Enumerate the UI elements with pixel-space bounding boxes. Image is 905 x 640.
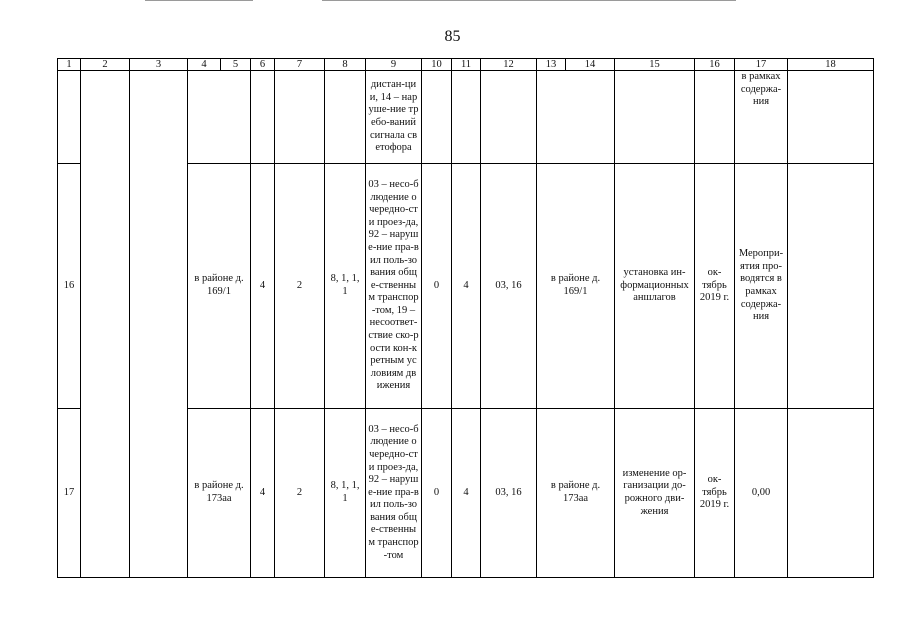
- cell-row-number: [58, 71, 81, 164]
- header-cell: 7: [275, 59, 325, 71]
- header-row: [58, 59, 874, 71]
- header-cell: 15: [615, 59, 695, 71]
- header-cell: 8: [325, 59, 366, 71]
- cell-col7: 2: [275, 409, 325, 578]
- header-cell: 16: [695, 59, 735, 71]
- cell-note: 0,00: [735, 409, 788, 578]
- cell-location: в районе д. 173аа: [188, 409, 251, 578]
- cell-date: [695, 71, 735, 164]
- cell-location: в районе д. 169/1: [188, 164, 251, 409]
- header-cell: 14: [566, 59, 615, 71]
- header-cell: 17: [735, 59, 788, 71]
- cell-col6: 4: [251, 409, 275, 578]
- header-cell: 13: [537, 59, 566, 71]
- cell-col6: 4: [251, 164, 275, 409]
- header-cell: 6: [251, 59, 275, 71]
- cell-col18: [788, 409, 874, 578]
- cell-col7: [275, 71, 325, 164]
- cell-col12: [481, 71, 537, 164]
- cell-row-number: 16: [58, 164, 81, 409]
- cell-col18: [788, 71, 874, 164]
- cell-col7: 2: [275, 164, 325, 409]
- cell-col10: 0: [422, 409, 452, 578]
- cell-col12: 03, 16: [481, 409, 537, 578]
- header-cell: 5: [221, 59, 251, 71]
- header-cell: 3: [130, 59, 188, 71]
- cell-col10: 0: [422, 164, 452, 409]
- header-cell: 2: [81, 59, 130, 71]
- top-border-right: [322, 0, 736, 1]
- cell-col6: [251, 71, 275, 164]
- header-cell: 12: [481, 59, 537, 71]
- cell-col10: [422, 71, 452, 164]
- header-cell: 10: [422, 59, 452, 71]
- cell-measure: [615, 71, 695, 164]
- table-row: [58, 71, 874, 164]
- cell-col11: 4: [452, 164, 481, 409]
- cell-location-2: [537, 71, 615, 164]
- cell-location-2: в районе д. 169/1: [537, 164, 615, 409]
- cell-col12: 03, 16: [481, 164, 537, 409]
- cell-measure: установка ин-формационных аншлагов: [615, 164, 695, 409]
- cell-note: Меропри-ятия про-водятся в рамках содержа-ния: [735, 164, 788, 409]
- cell-col11: [452, 71, 481, 164]
- cell-measure: изменение ор-ганизации до-рожного дви-жения: [615, 409, 695, 578]
- cell-location: [188, 71, 251, 164]
- cell-col18: [788, 164, 874, 409]
- cell-violations: 03 – несо-блюдение очередно-сти проез-да, 92 – наруше-ние пра-вил поль-зования обще-ственным транспор-том, 19 – несоответ-ствие ско-рости кон-кретным условиям движения: [366, 164, 422, 409]
- cell-date: ок-тябрь 2019 г.: [695, 409, 735, 578]
- cell-row-number: 17: [58, 409, 81, 578]
- cell-violations: 03 – несо-блюдение очередно-сти проез-да, 92 – наруше-ние пра-вил поль-зования обще-ственным транспор-том: [366, 409, 422, 578]
- cell-col11: 4: [452, 409, 481, 578]
- cell-col2-merged: [81, 71, 130, 578]
- top-border-left: [145, 0, 253, 1]
- header-cell: 18: [788, 59, 874, 71]
- cell-col3-merged: [130, 71, 188, 578]
- header-cell: 9: [366, 59, 422, 71]
- page-number: 85: [444, 28, 461, 45]
- header-cell: 11: [452, 59, 481, 71]
- data-table: [57, 58, 874, 578]
- cell-col8: 8, 1, 1, 1: [325, 409, 366, 578]
- cell-location-2: в районе д. 173аа: [537, 409, 615, 578]
- cell-violations: дистан-ции, 14 – наруше-ние требо-ваний сигнала светофора: [366, 71, 422, 164]
- cell-note: в рамках содержа-ния: [735, 71, 788, 164]
- header-cell: 4: [188, 59, 221, 71]
- header-cell: 1: [58, 59, 81, 71]
- cell-col8: [325, 71, 366, 164]
- cell-col8: 8, 1, 1, 1: [325, 164, 366, 409]
- cell-date: ок-тябрь 2019 г.: [695, 164, 735, 409]
